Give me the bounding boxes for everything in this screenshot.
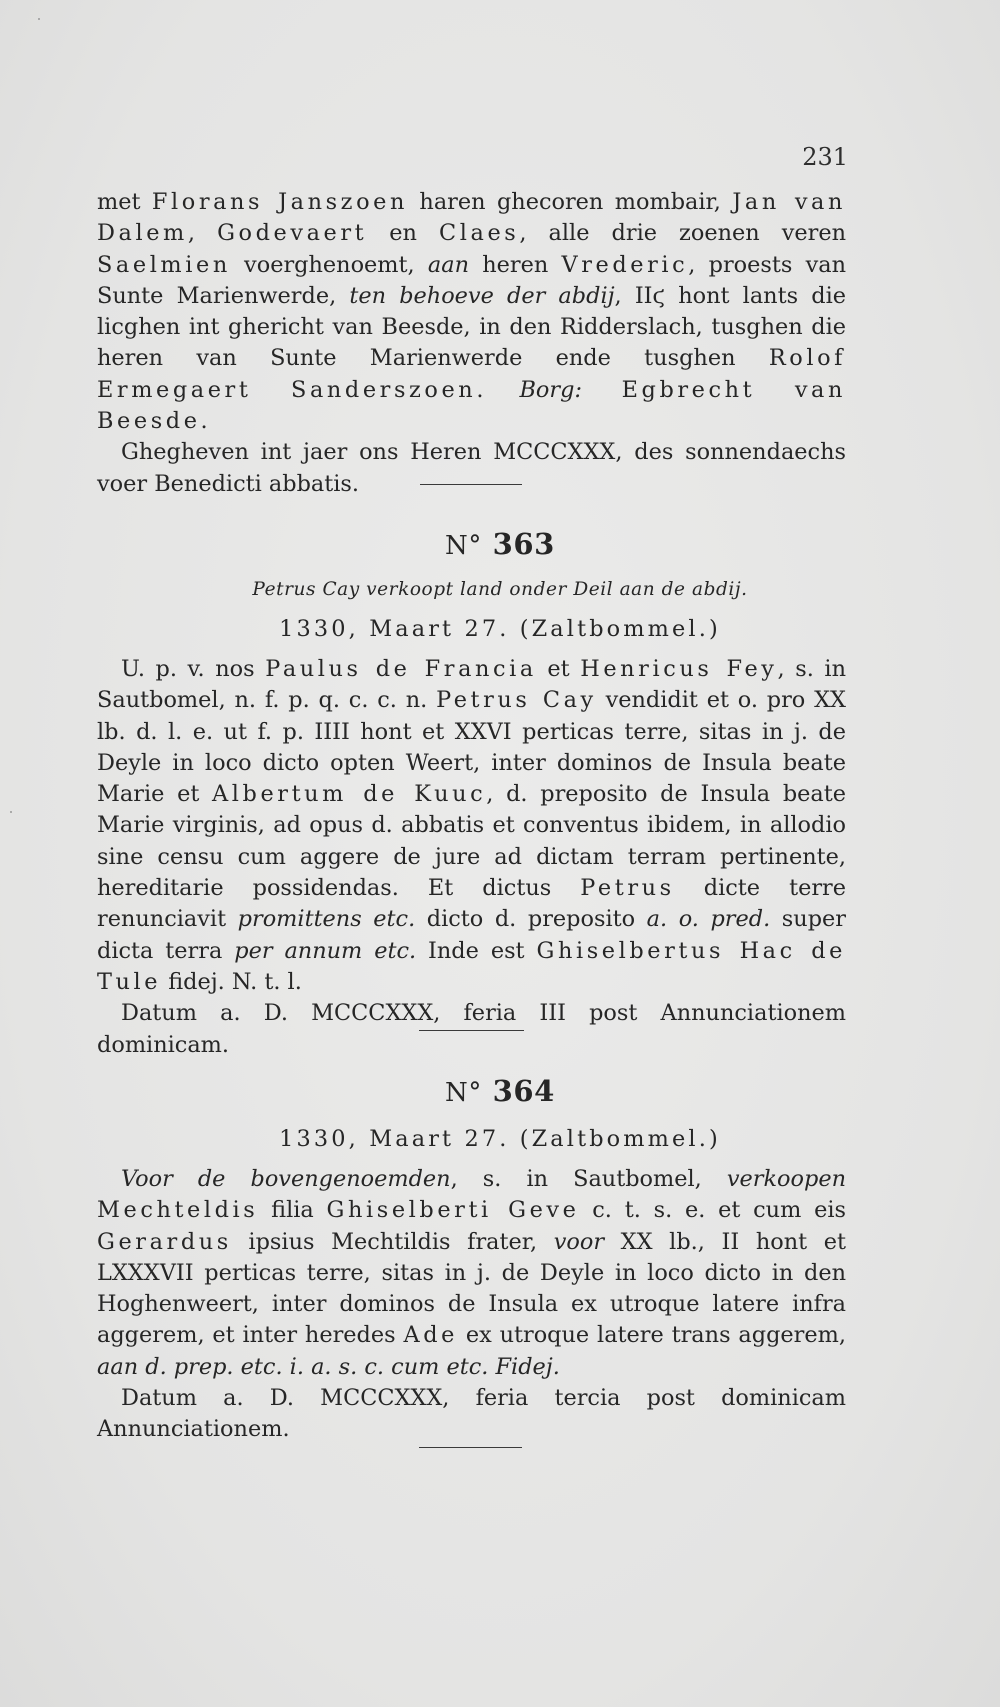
document-summary: Petrus Cay verkoopt land onder Deil aan de abdij. [252,579,748,600]
text-run: . [200,408,208,435]
proper-name: Henricus Fey [580,656,778,682]
document-364-text [97,1164,846,1446]
text-run: met [97,189,152,215]
proper-name: Ghiselberti Geve [326,1197,580,1224]
proper-name: Egbrecht van Beesde [97,376,846,435]
page-number: 231 [802,143,848,171]
proper-name: Albertum de Kuuc [212,781,487,808]
text-run: , s. in Sautbomel, n. f. p. q. c. c. n. [97,656,846,714]
section-divider [419,1447,522,1448]
document-364-dating: Datum a. D. MCCCXXX, feria tercia post dominicam Annunciationem. [97,1385,846,1443]
text-run: c. t. s. e. et cum eis [579,1197,846,1224]
proper-name: Godevaert [217,220,368,247]
text-run: U. p. v. nos [121,656,266,682]
text-run: , alle drie zoenen veren [519,220,846,247]
text-run: dicte terre renunciavit [97,875,846,933]
proper-name: Ghiselbertus Hac de Tule [97,937,846,995]
proper-name: Claes [439,220,520,247]
text-run: et [536,656,581,682]
text-run: en [367,220,440,247]
document-363-dating: Datum a. D. MCCCXXX, feria III post Annunciationem dominicam. [97,1000,846,1058]
text-run: , [187,220,218,247]
charter-continuation-dating: Ghegheven int jaer ons Heren MCCCXXX, des sonnendaechs voer Benedicti abbatis. [97,439,846,497]
document-number: 363 [492,527,555,561]
text-run: ex utroque latere trans aggerem, [457,1322,846,1349]
proper-name: Petrus Cay [436,687,597,714]
text-run: , IIϛ hont lants die licghen int ghericht van Beesde, in den Ridderslach, tusghen die heren van Sunte Marienwerde ende tusghen [97,282,846,372]
text-run: filia [258,1197,327,1224]
text-run: . [476,376,520,403]
text-run: XX lb., II hont et LXXXVII perticas terre, sitas in j. de Deyle in loco dicto in den Hoghenweert, inter dominos de Insula ex utroque latere infra aggerem, et inter heredes [97,1228,847,1349]
italic-phrase: promittens etc. [237,906,416,933]
text-run: , d. preposito de Insula beate Marie virginis, ad opus d. abbatis et conventus ibidem, in allodio sine censu cum aggere de jure ad dictam terram pertinente, hereditarie possidendas. Et dictus [97,781,847,902]
text-run: super dicta terra [97,906,846,964]
italic-phrase: Borg: [519,376,582,403]
proper-name: Paulus de Francia [265,656,537,682]
proper-name: Petrus [580,875,675,902]
italic-phrase: aan d. prep. etc. i. a. s. c. cum etc. Fidej. [97,1353,560,1380]
proper-name: Rolof Ermegaert Sanderszoen [97,345,846,403]
proper-name: Mechteldis [97,1197,259,1224]
document-number-heading [0,1074,1000,1108]
text-run: Inde est [416,937,537,964]
text-run: , s. in Sautbomel, [450,1166,727,1192]
text-run: ipsius Mechtildis frater, [231,1228,554,1255]
italic-phrase: Voor de bovengenoemden [121,1166,451,1192]
text-run: vendidit et o. pro XX lb. d. l. e. ut f. p. IIII hont et XXVI perticas terre, sitas in j. de Deyle in loco dicto opten Weert, inter dominos de Insula beate Marie et [97,687,846,808]
document-number: 364 [492,1074,555,1108]
text-run: fidej. N. t. l. [161,968,302,995]
text-run: voerghenoemt, [230,251,428,278]
paper-speck [10,811,12,813]
charter-continuation-body [97,187,846,437]
italic-phrase: voor [553,1228,605,1255]
document-363-text [97,654,846,1061]
number-sign: N° [445,531,482,561]
document-number-heading [0,527,1000,561]
proper-name: Florans Janszoen [151,189,408,215]
italic-phrase: ten behoeve der abdij [349,282,615,309]
proper-name: Jan van Dalem [97,189,846,247]
text-run: dicto d. preposito [415,906,647,933]
italic-phrase: a. o. pred. [646,906,771,933]
document-dateline: 1330, Maart 27. (Zaltbommel.) [279,1126,721,1152]
charter-continuation [97,187,846,500]
text-run: heren [469,251,562,278]
paper-speck [38,18,40,20]
proper-name: Saelmien [97,251,231,278]
text-run: haren ghecoren mombair, [407,189,733,215]
document-363-body [97,654,846,998]
document-dateline: 1330, Maart 27. (Zaltbommel.) [279,616,721,642]
section-divider [419,1030,524,1031]
document-364-body [97,1164,846,1383]
text-run: , proests van Sunte Marienwerde, [97,251,846,309]
proper-name: Gerardus [97,1228,232,1255]
italic-phrase: per annum etc. [234,937,417,964]
italic-phrase: verkoopen [726,1166,846,1192]
proper-name: Ade [403,1322,458,1349]
proper-name: Vrederic [561,251,689,278]
number-sign: N° [445,1078,482,1108]
italic-phrase: aan [427,251,469,278]
section-divider [420,484,522,485]
